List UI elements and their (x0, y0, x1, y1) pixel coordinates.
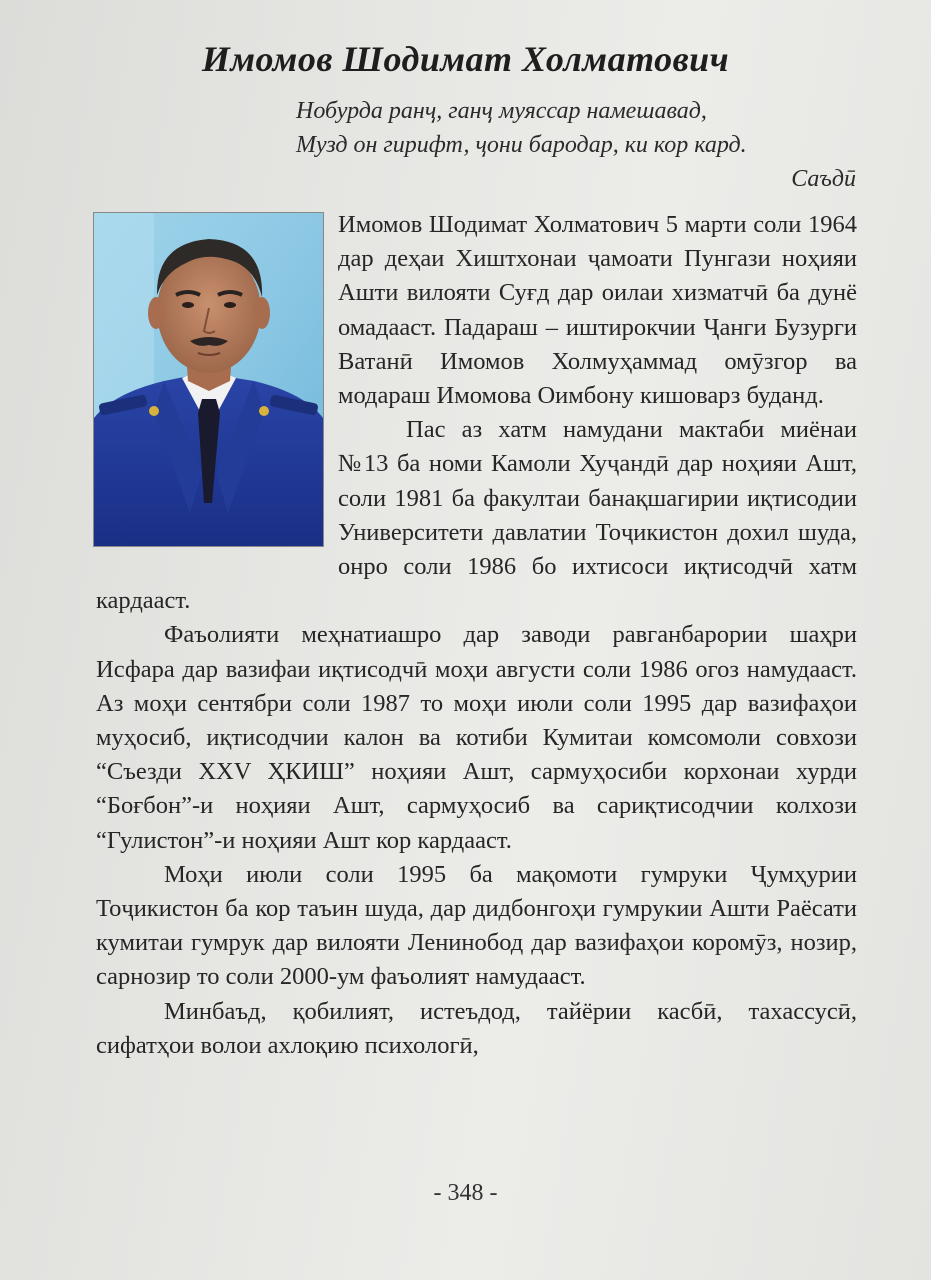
epigraph-line: Музд он гирифт, ҷони бародар, ки кор кард. (296, 132, 747, 158)
page-title: Имомов Шодимат Холматович (201, 39, 730, 79)
paragraph: Моҳи июли соли 1995 ба мақомоти гумруки Ҷумҳурии Тоҷикистон ба кор таъин шуда, дар дидбонгоҳи гумрукии Ашти Раёсати кумитаи гумрук дар вилояти Ленинобод дар вазифаҳои коромӯз, нозир, сарнозир то соли 2000-ум фаъолият намудааст. (96, 860, 857, 991)
paragraph: Пас аз хатм намудани мактаби миёнаи №13 ба номи Камоли Хуҷандӣ дар ноҳияи Ашт, соли 1981 ба факултаи банақшагирии иқтисодии Университети давлатии Тоҷикистон дохил шуда, онро соли 1986 бо ихтисоси иқтисодчӣ хатм кардааст. (96, 416, 857, 615)
page-number: - 348 - (433, 1180, 498, 1206)
paragraph: Фаъолияти меҳнатиашро дар заводи равганбарории шаҳри Исфара дар вазифаи иқтисодчӣ моҳи августи соли 1986 огоз намудааст. Аз моҳи сентябри соли 1987 то моҳи июли соли 1995 дар вазифаҳои муҳосиб, иқтисодчии калон ва котиби Кумитаи комсомоли совхози “Съезди XXV ҲКИШ” ноҳияи Ашт, сармуҳосиби корхонаи хурди “Боғбон”-и ноҳияи Ашт, сармуҳосиб ва сариқтисодчии колхози “Гулистон”-и ноҳияи Ашт кор кардааст. (96, 621, 857, 854)
paragraph: Имомов Шодимат Холматович 5 марти соли 1964 дар деҳаи Хиштхонаи ҷамоати Пунгази ноҳияи Ашти вилояти Суғд дар оилаи хизматчӣ ба дунё омадааст. Падараш – иштирокчии Ҷанги Бузурги Ватанӣ Имомов Холмуҳаммад омӯзгор ва модараш Имомова Оимбону кишоварз буданд. (338, 211, 857, 410)
epigraph (296, 94, 856, 196)
paragraph: Минбаъд, қобилият, истеъдод, тайёрии касбӣ, тахассусӣ, сифатҳои волои ахлоқию психологӣ, (96, 997, 857, 1059)
biography-text (96, 208, 857, 1063)
epigraph-author: Саъдӣ (791, 166, 856, 192)
photo-spacer (96, 208, 338, 560)
epigraph-line: Нобурда ранҷ, ганҷ муяссар намешавад, (296, 98, 707, 124)
